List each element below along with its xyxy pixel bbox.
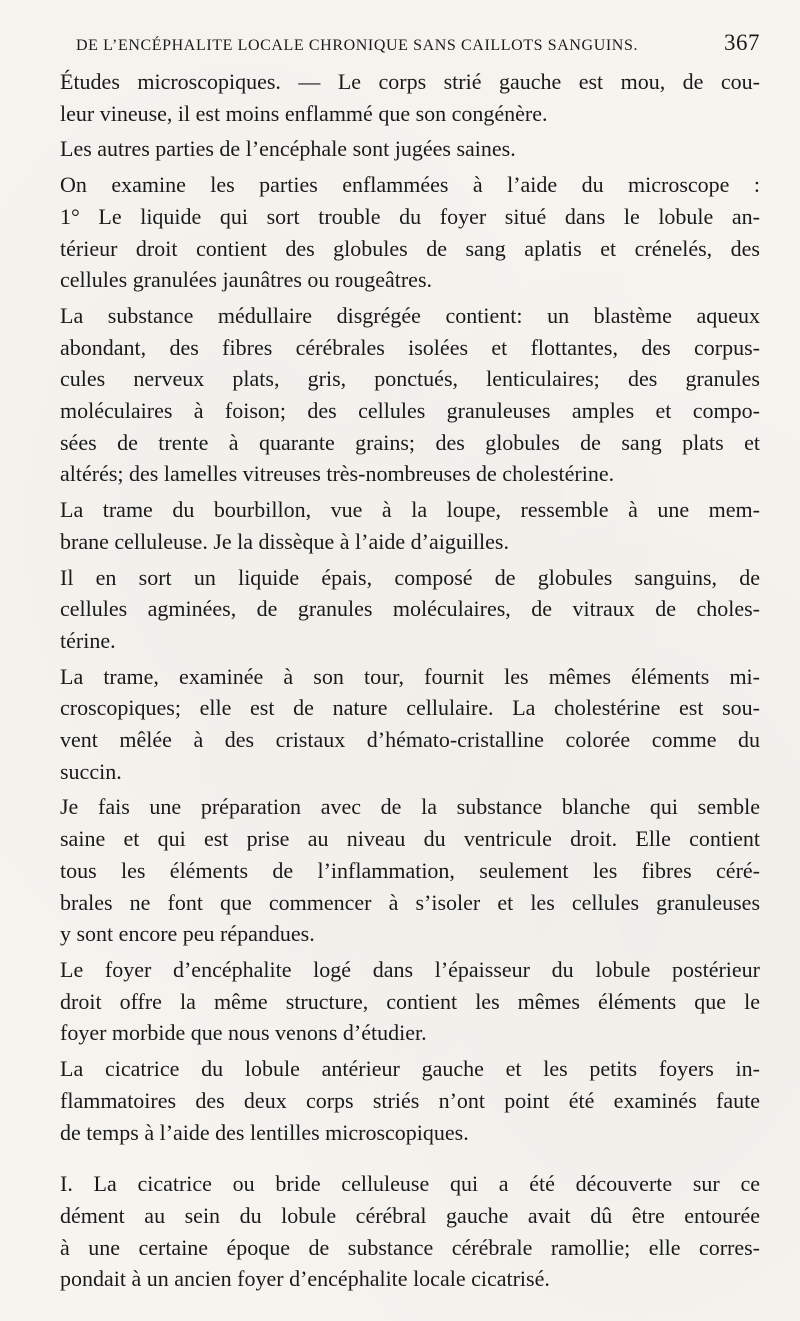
- text-line: pondait à un ancien foyer d’encéphalite locale cicatrisé.: [60, 1266, 550, 1292]
- text-line: cellules granulées jaunâtres ou rougeâtres.: [60, 267, 433, 293]
- text-line: La trame, examinée à son tour, fournit les mêmes éléments mi-: [60, 663, 760, 689]
- paragraph: [60, 300, 760, 490]
- text-line: Les autres parties de l’encéphale sont jugées saines.: [60, 136, 516, 162]
- text-line: leur vineuse, il est moins enflammé que son congénère.: [60, 100, 548, 126]
- paragraph: [60, 661, 760, 788]
- text-line: altérés; des lamelles vitreuses très-nombreuses de cholestérine.: [60, 461, 615, 487]
- text-line: flammatoires des deux corps striés n’ont point été examinés faute: [60, 1087, 760, 1113]
- text-line: I. La cicatrice ou bride celluleuse qui a été découverte sur ce: [60, 1171, 760, 1197]
- text-line: On examine les parties enflammées à l’aide du microscope :: [60, 172, 760, 198]
- page-number: 367: [724, 30, 760, 55]
- text-line: La substance médullaire disgrégée contient: un blastème aqueux: [60, 302, 760, 328]
- paragraph: [60, 66, 760, 129]
- paragraph: [60, 1168, 760, 1295]
- text-line: foyer morbide que nous venons d’étudier.: [60, 1020, 427, 1046]
- text-line: brales ne font que commencer à s’isoler et les cellules granuleuses: [60, 889, 760, 915]
- text-line: Il en sort un liquide épais, composé de globules sanguins, de: [60, 564, 760, 590]
- body-text: [60, 66, 760, 1295]
- text-line: tous les éléments de l’inflammation, seulement les fibres céré-: [60, 857, 760, 883]
- text-line: La cicatrice du lobule antérieur gauche et les petits foyers in-: [60, 1056, 760, 1082]
- text-line: moléculaires à foison; des cellules granuleuses amples et compo-: [60, 398, 760, 424]
- text-line: sées de trente à quarante grains; des globules de sang plats et: [60, 429, 760, 455]
- running-head: [60, 30, 760, 56]
- text-line: vent mêlée à des cristaux d’hémato-cristalline colorée comme du: [60, 727, 760, 753]
- paragraph: [60, 791, 760, 950]
- text-line: térine.: [60, 627, 116, 653]
- running-title: DE L’ENCÉPHALITE LOCALE CHRONIQUE SANS CAILLOTS SANGUINS.: [76, 37, 639, 54]
- text-line: succin.: [60, 758, 122, 784]
- text-line: brane celluleuse. Je la dissèque à l’aide d’aiguilles.: [60, 528, 509, 554]
- paragraph: [60, 133, 760, 165]
- paragraph: [60, 954, 760, 1049]
- text-line: dément au sein du lobule cérébral gauche avait dû être entourée: [60, 1202, 760, 1228]
- text-line: de temps à l’aide des lentilles microscopiques.: [60, 1119, 469, 1145]
- text-line: à une certaine époque de substance cérébrale ramollie; elle corres-: [60, 1234, 760, 1260]
- text-line: Études microscopiques. — Le corps strié gauche est mou, de cou-: [60, 69, 760, 94]
- paragraph: [60, 1053, 760, 1148]
- text-line: abondant, des fibres cérébrales isolées et flottantes, des corpus-: [60, 334, 760, 360]
- text-line: saine et qui est prise au niveau du ventricule droit. Elle contient: [60, 826, 760, 852]
- paragraph: [60, 562, 760, 657]
- text-line: croscopiques; elle est de nature cellulaire. La cholestérine est sou-: [60, 695, 760, 721]
- paragraph: [60, 494, 760, 557]
- text-line: térieur droit contient des globules de sang aplatis et crénelés, des: [60, 235, 760, 261]
- text-line: cellules agminées, de granules moléculaires, de vitraux de choles-: [60, 596, 760, 622]
- paragraph: [60, 169, 760, 296]
- section-gap: [60, 1148, 760, 1164]
- text-line: 1° Le liquide qui sort trouble du foyer situé dans le lobule an-: [60, 203, 760, 229]
- text-line: Le foyer d’encéphalite logé dans l’épaisseur du lobule postérieur: [60, 956, 760, 982]
- text-line: Je fais une préparation avec de la substance blanche qui semble: [60, 794, 760, 820]
- text-line: droit offre la même structure, contient les mêmes éléments que le: [60, 988, 760, 1014]
- text-line: cules nerveux plats, gris, ponctués, lenticulaires; des granules: [60, 366, 760, 392]
- text-line: y sont encore peu répandues.: [60, 921, 315, 947]
- text-line: La trame du bourbillon, vue à la loupe, ressemble à une mem-: [60, 497, 760, 523]
